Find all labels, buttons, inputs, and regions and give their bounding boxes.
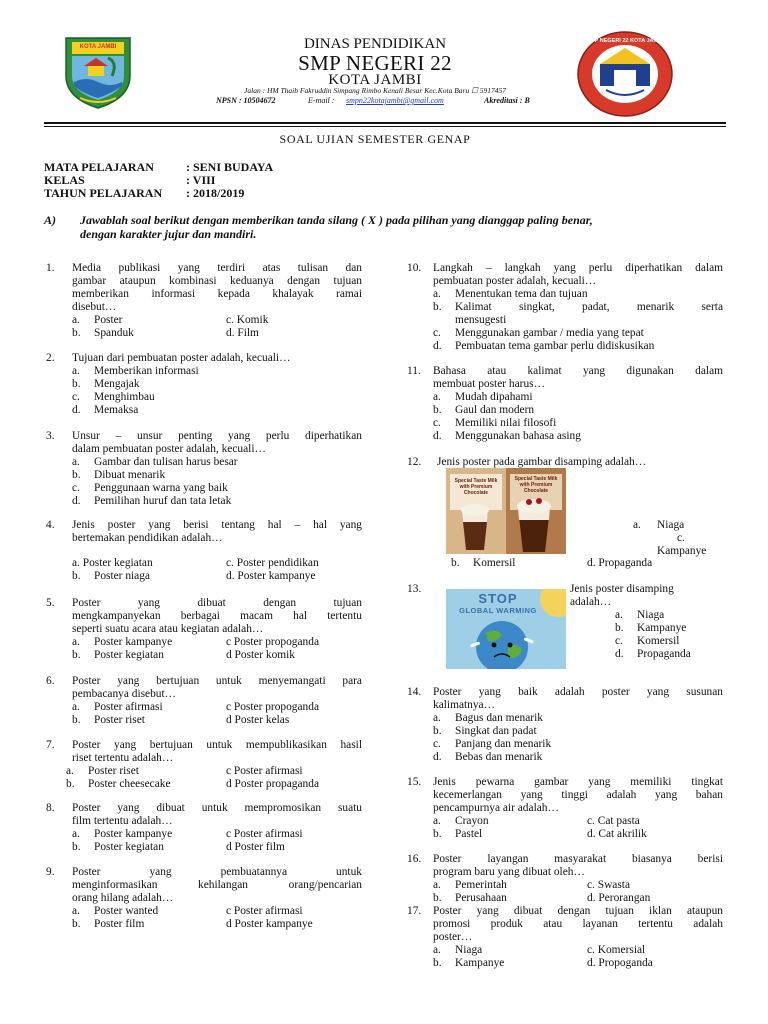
question-line: film tertentu adalah… — [72, 815, 173, 827]
question-4: 4. Jenis poster yang berisi tentang hal – hal yang bertemakan pendidikan adalah… a. Poster kegiatan b. Poster niaga c. Poster pendidikan d. Poster kampanye — [46, 519, 362, 582]
option-c[interactable]: c Poster afirmasi — [226, 765, 303, 777]
question-number: 9. — [46, 866, 55, 878]
question-line: bertemakan pendidikan adalah… — [72, 532, 223, 544]
question-10: 10. Langkah – langkah yang perlu diperhatikan dalam pembuatan poster adalah, kecuali… a. Menentukan tema dan tujuan b. Kalimat singkat, padat, menarik serta mensugesti c. Menggunakan gambar / media yang tepat d. Pembuatan tema gambar perlu didiskusikan — [407, 262, 723, 352]
info-label-subject: MATA PELAJARAN — [44, 160, 154, 174]
option-c-letter[interactable]: c. — [677, 532, 685, 544]
question-number: 4. — [46, 519, 55, 531]
question-line: Poster yang bertujuan untuk menyemangati para — [72, 675, 362, 687]
kota-jambi-logo — [62, 36, 134, 110]
question-line: seperti suatu acara atau kegiatan adalah… — [72, 623, 264, 635]
question-line: program baru yang dibuat oleh… — [433, 866, 585, 878]
poster-caption: Special Taste Milk with Premium Chocolate — [514, 476, 558, 494]
question-13: 13. STOP GLOBAL WARMING Jenis poster disamping adalah… a. Niaga b. Kampanye c. Komersil d. Propaganda — [407, 583, 727, 679]
question-8: 8. Poster yang dibuat untuk mempromosikan suatu film tertentu adalah… a. Poster kampanye b. Poster kegiatan c Poster afirmasi d Poster film — [46, 802, 362, 853]
question-line: promosi produk atau layanan tertentu adalah — [433, 918, 723, 930]
info-value-year: : 2018/2019 — [186, 186, 245, 200]
question-5: 5. Poster yang dibuat dengan tujuan mengkampanyekan berbagai macam hal tertentu seperti suatu acara atau kegiatan adalah… a. Poster kampanye b. Poster kegiatan c Poster propoganda d Poster komik — [46, 597, 362, 661]
question-6: 6. Poster yang bertujuan untuk menyemangati para pembacanya disebut… a. Poster afirmasi b. Poster riset c Poster propoganda d Poster kelas — [46, 675, 362, 726]
option-d[interactable]: d Poster komik — [226, 649, 295, 661]
option-d[interactable]: d. Film — [226, 327, 259, 339]
option-c[interactable]: c Poster afirmasi — [226, 828, 303, 840]
question-line: membuat poster harus… — [433, 378, 545, 390]
question-line: pencampurnya air adalah… — [433, 802, 559, 814]
question-1: 1. Media publikasi yang terdiri atas tulisan dan gambar ataupun kombinasi keduanya dengan tujuan memberikan informasi kepada khalayak ramai disebut… a. Poster b. Spanduk c. Komik d. Film — [46, 262, 362, 339]
question-line: Poster layangan masyarakat biasanya berisi — [433, 853, 723, 865]
question-line: Poster yang baik adalah poster yang susunan — [433, 686, 723, 698]
question-17: 17. Poster yang dibuat dengan tujuan iklan ataupun promosi produk atau layanan tertentu adalah poster… a. Niaga b. Kampanye c. Komersial d. Propoganda — [407, 905, 723, 969]
kota-jambi-logo-text: KOTA JAMBI — [79, 44, 117, 50]
question-line: menginformasikan kehilangan orang/pencarian — [72, 879, 362, 891]
question-number: 3. — [46, 430, 55, 442]
question-line: poster… — [433, 931, 473, 943]
question-15: 15. Jenis pewarna gambar yang memiliki tingkat kecemerlangan yang tinggi adalah yang bahan pencampurnya air adalah… a. Crayon b. Pastel c. Cat pasta d. Cat akrilik — [407, 776, 723, 840]
option-d[interactable]: d. Cat akrilik — [587, 828, 647, 840]
question-12: 12. Jenis poster pada gambar disamping adalah… Special Taste Milk with Premium Chocolate Special Taste Milk with Premium Chocolate a. Niaga c. Kampanye b. Komersil d. Propaganda — [407, 456, 707, 569]
question-line: Poster yang dibuat untuk mempromosikan suatu — [72, 802, 362, 814]
option-d[interactable]: d Poster film — [226, 841, 285, 853]
question-line: disebut… — [72, 301, 117, 313]
stop-global-warming-image — [446, 589, 566, 669]
question-line: Poster yang dibuat dengan tujuan — [72, 597, 362, 609]
question-line: memberikan informasi kepada khalayak ramai — [72, 288, 362, 300]
question-number: 11. — [407, 365, 421, 377]
school-address: Jalan : HM Thaib Fakruddin Simpang Rimbo Kenali Besar Kec.Kota Baru ☐ 5917457 — [244, 86, 506, 95]
email-link[interactable]: smpn22kotajambi@gmail.com — [346, 96, 444, 105]
option-c[interactable]: c. Poster pendidikan — [226, 557, 319, 569]
question-line: Bahasa atau kalimat yang digunakan dalam — [433, 365, 723, 377]
question-line: Langkah – langkah yang perlu diperhatikan dalam — [433, 262, 723, 274]
school-logo — [576, 30, 674, 118]
poster-headline: STOP — [478, 591, 518, 606]
option-c[interactable]: c. Swasta — [587, 879, 631, 891]
option-d[interactable]: d. Poster kampanye — [226, 570, 316, 582]
poster-subheadline: GLOBAL WARMING — [459, 606, 537, 615]
question-line: gambar ataupun kombinasi keduanya dengan tujuan — [72, 275, 362, 287]
question-number: 15. — [407, 776, 422, 788]
question-number: 10. — [407, 262, 422, 274]
option-c[interactable]: Kampanye — [657, 545, 707, 557]
option-d[interactable]: d. Propoganda — [587, 957, 653, 969]
question-number: 2. — [46, 352, 55, 364]
question-line: Jenis poster disamping — [570, 583, 674, 595]
info-value-class: : VIII — [186, 173, 216, 187]
question-line: Jenis poster yang berisi tentang hal – hal yang — [72, 519, 362, 531]
email-label: E-mail : — [308, 96, 335, 105]
question-line: riset tertentu adalah… — [72, 752, 174, 764]
question-line: pembuatan poster adalah, kecuali… — [433, 275, 597, 287]
question-number: 5. — [46, 597, 55, 609]
exam-title: SOAL UJIAN SEMESTER GENAP — [279, 132, 471, 146]
question-number: 16. — [407, 853, 422, 865]
question-7: 7. Poster yang bertujuan untuk mempublikasikan hasil riset tertentu adalah… a. Poster riset b. Poster cheesecake c Poster afirmasi d Poster propaganda — [46, 739, 362, 790]
question-line: Poster yang pembuatannya untuk — [72, 866, 362, 878]
question-line: pembacanya disebut… — [72, 688, 177, 700]
section-label: A) — [44, 213, 56, 227]
option-a[interactable]: a. Poster kegiatan — [72, 557, 153, 569]
question-number: 13. — [407, 583, 422, 595]
question-16: 16. Poster layangan masyarakat biasanya berisi program baru yang dibuat oleh… a. Pemerintah b. Perusahaan c. Swasta d. Perorangan — [407, 853, 723, 904]
question-number: 17. — [407, 905, 422, 917]
question-line: Tujuan dari pembuatan poster adalah, kecuali… — [72, 352, 291, 364]
question-number: 6. — [46, 675, 55, 687]
instruction-line-1: Jawablah soal berikut dengan memberikan tanda silang ( X ) pada pilihan yang dianggap paling benar, — [80, 213, 593, 227]
question-line: Jenis poster pada gambar disamping adalah… — [437, 456, 647, 468]
school-logo-text: SMP NEGERI 22 KOTA JAMBI — [586, 38, 664, 44]
option-c[interactable]: c Poster propoganda — [226, 636, 319, 648]
dept-name: DINAS PENDIDIKAN — [303, 36, 447, 52]
question-line: mengkampanyekan berbagai macam hal tertentu — [72, 610, 362, 622]
info-value-subject: : SENI BUDAYA — [186, 160, 274, 174]
question-line: adalah… — [570, 596, 612, 608]
question-number: 8. — [46, 802, 55, 814]
header-divider — [44, 122, 726, 124]
poster-caption: Special Taste Milk with Premium Chocolate — [454, 478, 498, 496]
akreditasi: Akreditasi : B — [484, 96, 530, 105]
question-14: 14. Poster yang baik adalah poster yang susunan kalimatnya… a. Bagus dan menarik b. Singkat dan padat c. Panjang dan menarik d. Bebas dan menarik — [407, 686, 723, 763]
school-name: SMP NEGERI 22 — [298, 51, 452, 75]
question-line: kalimatnya… — [433, 699, 495, 711]
option-d[interactable]: d Poster propaganda — [226, 778, 319, 790]
option-d[interactable]: d Poster kampanye — [226, 918, 313, 930]
question-line: Poster yang dibuat dengan tujuan iklan ataupun — [433, 905, 723, 917]
option-d[interactable]: d. Perorangan — [587, 892, 651, 904]
question-line: Media publikasi yang terdiri atas tulisan dan — [72, 262, 362, 274]
option-d[interactable]: d. Propaganda — [587, 557, 653, 569]
question-line: Poster yang bertujuan untuk mempublikasikan hasil — [72, 739, 362, 751]
question-number: 1. — [46, 262, 55, 274]
question-2: 2. Tujuan dari pembuatan poster adalah, kecuali… a. Memberikan informasi b. Mengajak c. Menghimbau d. Memaksa — [46, 352, 291, 416]
chocolate-drink-poster-image — [446, 468, 566, 554]
question-3: 3. Unsur – unsur penting yang perlu diperhatikan dalam pembuatan poster adalah, kecuali… a. Gambar dan tulisan harus besar b. Dibuat menarik c. Penggunaan warna yang baik d. Pemilihan huruf dan tata letak — [46, 430, 362, 507]
option-c[interactable]: c Poster afirmasi — [226, 905, 303, 917]
question-line: dalam pembuatan poster adalah, kecuali… — [72, 443, 266, 455]
question-number: 14. — [407, 686, 422, 698]
question-line: Unsur – unsur penting yang perlu diperhatikan — [72, 430, 362, 442]
question-line: orang hilang adalah… — [72, 892, 174, 904]
question-11: 11. Bahasa atau kalimat yang digunakan dalam membuat poster harus… a. Mudah dipahami b. Gaul dan modern c. Memiliki nilai filosofi d. Menggunakan bahasa asing — [407, 365, 723, 442]
npsn: NPSN : 10504672 — [216, 96, 276, 105]
city-name: KOTA JAMBI — [328, 72, 422, 88]
option-c[interactable]: c. Komersial — [587, 944, 646, 956]
option-c[interactable]: c Poster propoganda — [226, 701, 319, 713]
question-9: 9. Poster yang pembuatannya untuk menginformasikan kehilangan orang/pencarian orang hilang adalah… a. Poster wanted b. Poster film c Poster afirmasi d Poster kampanye — [46, 866, 362, 930]
option-c[interactable]: c. Cat pasta — [587, 815, 640, 827]
question-number: 12. — [407, 456, 422, 468]
question-number: 7. — [46, 739, 55, 751]
header-divider-thin — [44, 126, 726, 127]
question-line: Jenis pewarna gambar yang memiliki tingkat — [433, 776, 723, 788]
option-d[interactable]: d Poster kelas — [226, 714, 290, 726]
option-c[interactable]: c. Komik — [226, 314, 269, 326]
info-label-year: TAHUN PELAJARAN — [44, 186, 163, 200]
info-label-class: KELAS — [44, 173, 85, 187]
instruction-line-2: dengan karakter jujur dan mandiri. — [80, 227, 257, 241]
question-line: kecemerlangan yang tinggi adalah yang bahan — [433, 789, 723, 801]
